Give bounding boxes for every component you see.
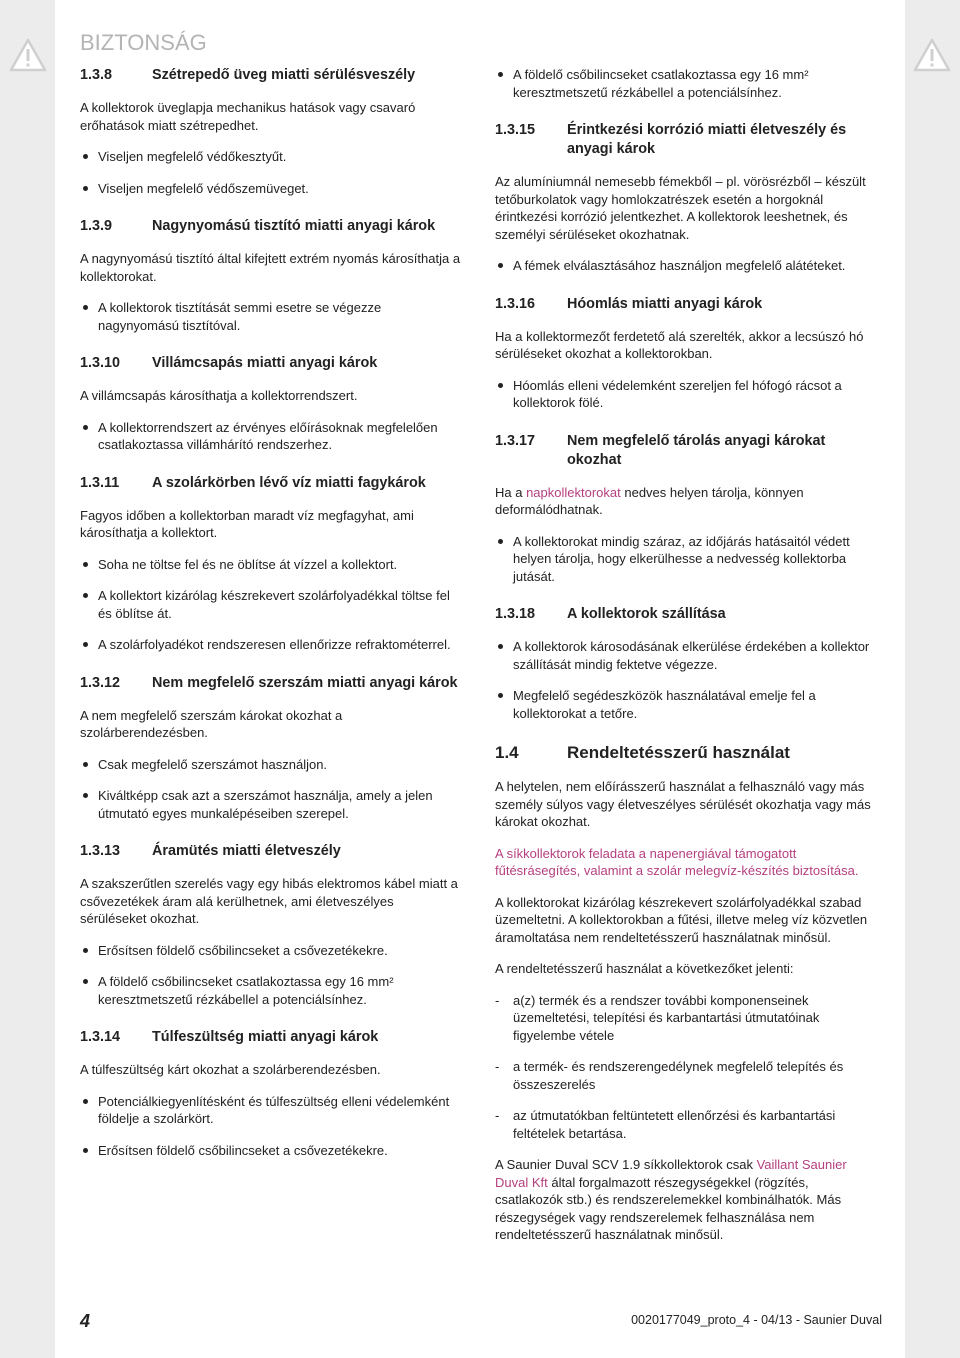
bullet-item: A kollektorok tisztítását semmi esetre se végezze nagynyomású tisztítóval. (80, 299, 462, 334)
page-number: 4 (80, 1311, 91, 1331)
heading-text: Hóomlás miatti anyagi károk (567, 295, 763, 312)
bullet-item: Viseljen megfelelő védőszemüveget. (80, 180, 462, 198)
section-title: BIZTONSÁG (80, 30, 207, 55)
bullet-item: Csak megfelelő szerszámot használjon. (80, 756, 462, 774)
heading-number: 1.3.11 (80, 474, 120, 491)
bullet-item: Megfelelő segédeszközök használatával emelje fel a kollektorokat a tetőre. (495, 687, 877, 722)
heading-1-4 (495, 742, 877, 764)
paragraph: A kollektorok üveglapja mechanikus hatások vagy csavaró erőhatások miatt szétrepedhet. (80, 100, 416, 133)
paragraph-text: nedves helyen tárolja, könnyen deformálódhatnak. (495, 484, 804, 517)
bullet-item: A földelő csőbilincseket csatlakoztassa egy 16 mm² keresztmetszetű rézkábellel a potenciálsínhez. (80, 973, 462, 1008)
bullet-item: A földelő csőbilincseket csatlakoztassa egy 16 mm² keresztmetszetű rézkábellel a potenciálsínhez. (495, 66, 877, 101)
heading-number: 1.4 (495, 743, 519, 762)
dash-item-text: az útmutatókban feltüntetett ellenőrzési és karbantartási feltételek betartása. (513, 1108, 836, 1141)
heading-text: A szolárkörben lévő víz miatti fagykárok (152, 474, 426, 491)
heading-text: Érintkezési korrózió miatti életveszély és anyagi károk (567, 122, 847, 157)
heading-number: 1.3.15 (495, 122, 536, 138)
bullet-item: A kollektorrendszert az érvényes előírásoknak megfelelően csatlakoztassa villámhárító rendszerhez. (80, 419, 462, 454)
bullet-item: Erősítsen földelő csőbilincseket a csővezetékekre. (80, 942, 462, 960)
bullet-item: A kollektort kizárólag készrekevert szolárfolyadékkal töltse fel és öblítse át. (80, 587, 462, 622)
paragraph: A helytelen, nem előírásszerű használat a felhasználó vagy más személy súlyos vagy életveszélyes sérülését okozhatja vagy más károkat okozhat. (495, 779, 871, 829)
heading-1-3-12 (80, 674, 462, 693)
heading-number: 1.3.14 (80, 1029, 121, 1045)
paragraph: A túlfeszültség kárt okozhat a szolárberendezésben. (80, 1062, 381, 1077)
heading-1-3-11 (80, 474, 462, 493)
bullet-item: A szolárfolyadékot rendszeresen ellenőrizze refraktométerrel. (80, 636, 462, 654)
heading-number: 1.3.8 (80, 67, 113, 83)
heading-text: Nem megfelelő szerszám miatti anyagi károk (152, 674, 458, 691)
dash-item (495, 992, 877, 1045)
bullet-item: Viseljen megfelelő védőkesztyűt. (80, 148, 462, 166)
heading-number: 1.3.12 (80, 674, 121, 691)
paragraph: A nagynyomású tisztító által kifejtett extrém nyomás károsíthatja a kollektorokat. (80, 251, 461, 284)
highlighted-term: Vaillant Saunier Duval Kft (495, 1157, 847, 1190)
heading-text: Túlfeszültség miatti anyagi károk (152, 1029, 379, 1045)
dash-marker: - (495, 1059, 500, 1074)
highlighted-term: napkollektorokat (526, 484, 621, 500)
heading-1-3-8 (80, 66, 462, 85)
paragraph: A villámcsapás károsíthatja a kollektorrendszert. (80, 388, 358, 403)
heading-number: 1.3.16 (495, 295, 536, 312)
paragraph: A szakszerűtlen szerelés vagy egy hibás elektromos kábel miatt a csővezetékek áram alá kerülhetnek, ami életveszélyes sérüléseket okozhat. (80, 876, 458, 926)
paragraph (495, 484, 877, 519)
dash-item-text: a termék- és rendszerengedélynek megfelelő telepítés és összeszerelés (513, 1059, 844, 1092)
heading-1-3-13 (80, 842, 462, 861)
paragraph: A rendeltetésszerű használat a következőket jelenti: (495, 961, 794, 976)
paragraph: Ha a kollektormezőt ferdetető alá szerelték, akkor a lecsúszó hó sérüléseket okozhat a kollektorokban. (495, 328, 864, 361)
dash-item (495, 1107, 877, 1142)
paragraph: A kollektorokat kizárólag készrekevert szolárfolyadékkal szabad üzemeltetni. A kollektorokban a fűtési, illetve meleg víz közvetlen áramoltatása nem rendeltetésszerű használatnak minősül. (495, 894, 868, 945)
paragraph-text: által forgalmazott részegységekkel (rögzítés, csatlakozók stb.) és rendszerelemekkel kombinálhatók. Más részegységek vagy rendszerelemek felhasználása nem rendeltetésszerű használatnak minősül. (495, 1174, 842, 1242)
bullet-item: A fémek elválasztásához használjon megfelelő alátéteket. (495, 257, 877, 275)
heading-number: 1.3.13 (80, 843, 121, 859)
dash-marker: - (495, 1108, 500, 1123)
heading-number: 1.3.17 (495, 432, 536, 449)
bullet-item: Hóomlás elleni védelemként szereljen fel hófogó rácsot a kollektorok fölé. (495, 377, 877, 412)
heading-text: Szétrepedő üveg miatti sérülésveszély (152, 67, 416, 83)
paragraph: Fagyos időben a kollektorban maradt víz megfagyhat, ami károsíthatja a kollektort. (80, 507, 414, 540)
highlighted-paragraph: A síkkollektorok feladata a napenergiával támogatott fűtésrásegítés, valamint a szolár melegvíz-készítés biztosítása. (495, 845, 859, 878)
warning-triangle-icon (913, 38, 951, 72)
heading-text: Áramütés miatti életveszély (152, 843, 341, 859)
heading-1-3-17 (495, 432, 877, 470)
heading-1-3-10 (80, 354, 462, 373)
heading-1-3-14 (80, 1028, 462, 1047)
paragraph-text: Ha a (495, 484, 527, 500)
heading-number: 1.3.18 (495, 606, 536, 622)
heading-1-3-18 (495, 605, 877, 624)
bullet-item: Erősítsen földelő csőbilincseket a csővezetékekre. (80, 1142, 462, 1160)
heading-1-3-16 (495, 295, 877, 314)
footer-code: 0020177049_proto_4 - 04/13 - Saunier Duval (631, 1313, 882, 1327)
heading-number: 1.3.10 (80, 355, 121, 371)
heading-text: Nagynyomású tisztító miatti anyagi károk (152, 218, 436, 234)
heading-1-3-15 (495, 121, 877, 159)
paragraph: A nem megfelelő szerszám károkat okozhat a szolárberendezésben. (80, 707, 343, 740)
paragraph: Az alumíniumnál nemesebb fémekből – pl. vörösrézből – készült tetőburkolatok vagy homlokzatrészek esetén a horgoknál érintkezési korrózió jelentkezhet. A kollektorok leeshetnek, és személyi sérüléseket okozhatnak. (495, 174, 866, 242)
bullet-item: A kollektorokat mindig száraz, az időjárás hatásaitól védett helyen tárolja, hogy elkerülhesse a nedvesség kollektorba jutását. (495, 533, 877, 586)
paragraph (495, 1156, 877, 1244)
dash-item (495, 1058, 877, 1093)
heading-text: A kollektorok szállítása (567, 606, 726, 622)
heading-text: Villámcsapás miatti anyagi károk (152, 355, 378, 371)
paragraph-text: A Saunier Duval SCV 1.9 síkkollektorok csak (495, 1157, 757, 1172)
bullet-item: Potenciálkiegyenlítésként és túlfeszültség elleni védelemként földelje a szolárkört. (80, 1093, 462, 1128)
dash-item-text: a(z) termék és a rendszer további komponenseinek üzemeltetési, telepítési és karbantartási útmutatóinak figyelembe vétele (513, 992, 820, 1043)
right-margin-band (905, 0, 960, 1358)
bullet-item: A kollektorok károsodásának elkerülése érdekében a kollektor szállítását mindig fektetve végezze. (495, 638, 877, 673)
heading-text: Rendeltetésszerű használat (567, 743, 790, 762)
left-column (80, 66, 462, 1173)
dash-marker: - (495, 992, 500, 1008)
warning-triangle-icon (9, 38, 47, 72)
heading-text: Nem megfelelő tárolás anyagi károkat okozhat (567, 432, 826, 468)
bullet-item: Soha ne töltse fel és ne öblítse át vízzel a kollektort. (80, 556, 462, 574)
bullet-item: Kiváltképp csak azt a szerszámot használja, amely a jelen útmutató egyes munkalépéseiben szerepel. (80, 787, 462, 822)
left-margin-band (0, 0, 55, 1358)
right-column (495, 66, 877, 1258)
heading-number: 1.3.9 (80, 218, 113, 234)
heading-1-3-9 (80, 217, 462, 236)
